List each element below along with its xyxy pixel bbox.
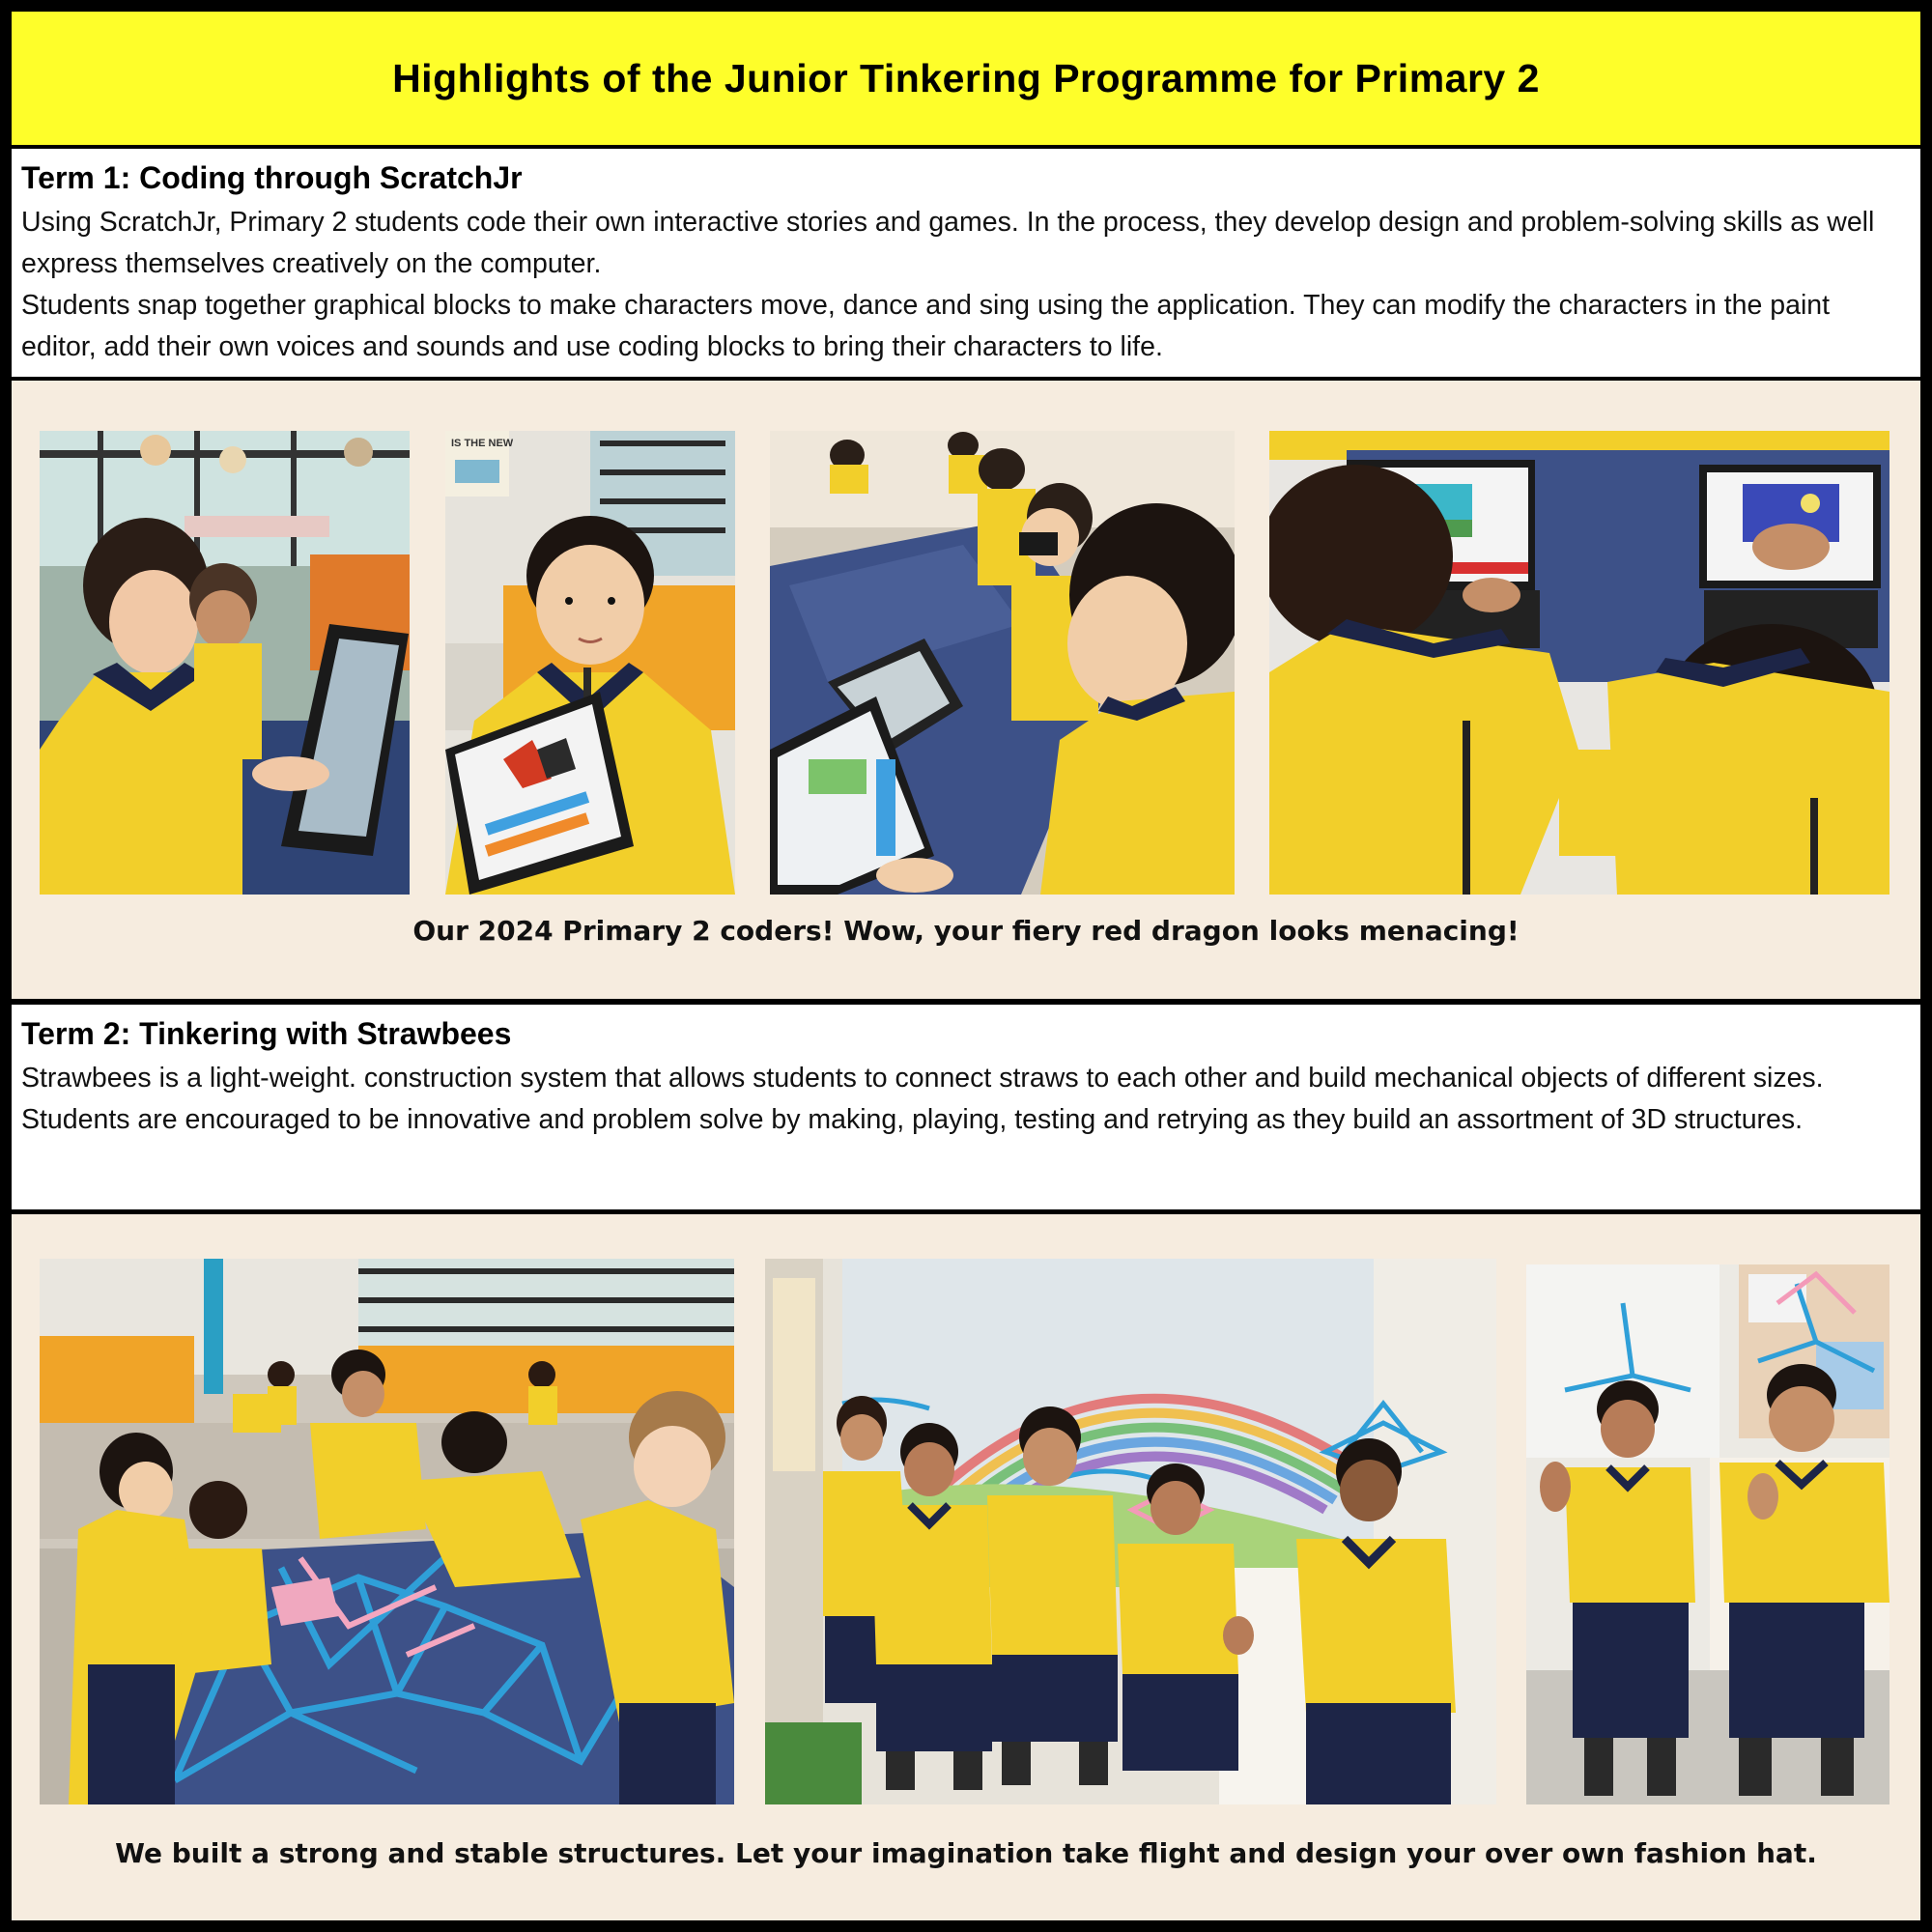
term1-photo-gallery — [12, 381, 1920, 999]
term2-caption: We built a strong and stable structures. Let your imagination take flight and design your over own fashion hat. — [115, 1837, 1817, 1869]
term2-heading: Term 2: Tinkering with Strawbees — [21, 1016, 512, 1051]
photo-girl-using-tablet — [40, 431, 410, 895]
term1-paragraph-2: Students snap together graphical blocks to make characters move, dance and sing using the application. They can modify the characters in the paint editor, add their own voices and sounds and use coding blocks to bring their characters to life. — [21, 290, 1831, 362]
classroom-sign-text: IS THE NEW — [451, 438, 514, 449]
photo-two-boys-posing-with-hats — [1526, 1264, 1889, 1804]
term1-heading: Term 1: Coding through ScratchJr — [21, 160, 523, 195]
term2-photo-gallery — [12, 1214, 1920, 1920]
term2-description-box — [12, 1005, 1920, 1209]
term2-paragraph-1: Strawbees is a light-weight. construction system that allows students to connect straws to each other and build mechanical objects of different sizes. Students are encouraged to be innovative and problem solve by making, playing, testing and retrying as they build an assortment of 3D structures. — [21, 1063, 1824, 1135]
title-banner — [12, 12, 1920, 145]
photo-two-boys-at-tablets — [1269, 431, 1889, 895]
photo-students-coding-at-desks — [770, 431, 1235, 895]
term1-paragraph-1: Using ScratchJr, Primary 2 students code their own interactive stories and games. In the process, they develop design and problem-solving skills as well express themselves creatively on the computer. — [21, 207, 1875, 279]
photo-boys-wearing-straw-hats — [765, 1259, 1496, 1804]
term1-caption: Our 2024 Primary 2 coders! Wow, your fiery red dragon looks menacing! — [412, 915, 1520, 947]
page-title: Highlights of the Junior Tinkering Programme for Primary 2 — [392, 55, 1540, 100]
photo-strawbees-group-build — [40, 1259, 734, 1804]
term1-description-box — [12, 149, 1920, 377]
photo-boy-holding-tablet — [445, 431, 735, 895]
